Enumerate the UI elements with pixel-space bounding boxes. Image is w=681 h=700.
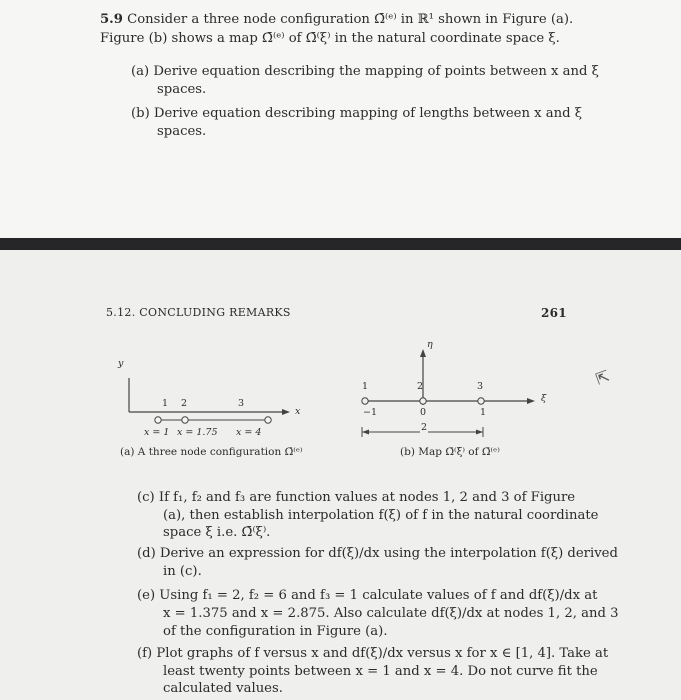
fig-b-node-2-label: 2 xyxy=(417,381,424,392)
part-b-line-2: spaces. xyxy=(157,124,207,139)
fig-a-caption: (a) A three node configuration Ω̄⁽ᵉ⁾ xyxy=(120,446,303,458)
fig-a-x-label: x xyxy=(295,406,301,417)
fig-b-length-label: 2 xyxy=(421,422,428,433)
fig-b-node-3 xyxy=(478,398,484,404)
page-number: 261 xyxy=(541,306,567,320)
part-e-line-2: x = 1.375 and x = 2.875. Also calculate df(ξ)/dx at nodes 1, 2, and 3 xyxy=(163,606,619,621)
part-e-line-3: of the configuration in Figure (a). xyxy=(163,624,388,639)
part-d-line-2: in (c). xyxy=(163,564,202,579)
section-header: 5.12. CONCLUDING REMARKS xyxy=(106,306,291,319)
fig-b-xi2-label: 0 xyxy=(420,407,427,418)
fig-a-x2-label: x = 1.75 xyxy=(177,427,218,438)
fig-a-node-2 xyxy=(182,417,188,423)
fig-b-eta-label: η xyxy=(427,339,433,350)
fig-b-node-2 xyxy=(420,398,426,404)
part-f-line-3: calculated values. xyxy=(163,681,283,696)
fig-b-node-1 xyxy=(362,398,368,404)
mouse-cursor-icon: ⇱ xyxy=(593,366,613,389)
problem-number: 5.9 xyxy=(100,12,123,27)
part-f-line-2: least twenty points between x = 1 and x = 4. Do not curve fit the xyxy=(163,664,598,679)
fig-a-node-2-label: 2 xyxy=(181,398,188,409)
problem-intro-text: Consider a three node configuration Ω̄⁽ᵉ⁾ in ℝ¹ shown in Figure (a). xyxy=(127,12,574,27)
part-d-line-1: (d) Derive an expression for df(ξ)/dx using the interpolation f(ξ) derived xyxy=(137,546,618,561)
fig-b-node-3-label: 3 xyxy=(477,381,484,392)
fig-a-x-arrow xyxy=(282,409,290,415)
part-b-line-1: (b) Derive equation describing mapping of lengths between x and ξ xyxy=(131,106,583,121)
part-e-line-1: (e) Using f₁ = 2, f₂ = 6 and f₃ = 1 calculate values of f and df(ξ)/dx at xyxy=(137,588,598,603)
part-c-line-1: (c) If f₁, f₂ and f₃ are function values at nodes 1, 2 and 3 of Figure xyxy=(137,490,576,505)
fig-a-y-label: y xyxy=(118,358,124,369)
fig-a-node-1 xyxy=(155,417,161,423)
fig-a-node-1-label: 1 xyxy=(162,398,169,409)
part-a-line-1: (a) Derive equation describing the mapping of points between x and ξ xyxy=(131,64,599,79)
part-f-line-1: (f) Plot graphs of f versus x and df(ξ)/dx versus x for x ∈ [1, 4]. Take at xyxy=(137,646,609,661)
part-c-line-3: space ξ i.e. Ω̄⁽ξ⁾. xyxy=(163,525,271,540)
fig-b-node-1-label: 1 xyxy=(362,381,369,392)
fig-a-x3-label: x = 4 xyxy=(236,427,262,438)
fig-b-xi-label: ξ xyxy=(541,393,547,404)
fig-a-node-3-label: 3 xyxy=(238,398,245,409)
fig-b-caption: (b) Map Ω̄⁽ξ⁾ of Ω̄⁽ᵉ⁾ xyxy=(400,446,500,458)
fig-b-eta-arrow xyxy=(420,349,426,357)
problem-intro-line-2: Figure (b) shows a map Ω̄⁽ᵉ⁾ of Ω̄⁽ξ⁾ in the natural coordinate space ξ. xyxy=(100,31,560,46)
fig-b-xi-arrow xyxy=(527,398,535,404)
fig-b-xi1-label: −1 xyxy=(363,407,378,418)
part-a-line-2: spaces. xyxy=(157,82,207,97)
fig-a-node-3 xyxy=(265,417,271,423)
part-c-line-2: (a), then establish interpolation f(ξ) of f in the natural coordinate xyxy=(163,508,599,523)
fig-b-xi3-label: 1 xyxy=(480,407,487,418)
fig-a-x1-label: x = 1 xyxy=(144,427,170,438)
